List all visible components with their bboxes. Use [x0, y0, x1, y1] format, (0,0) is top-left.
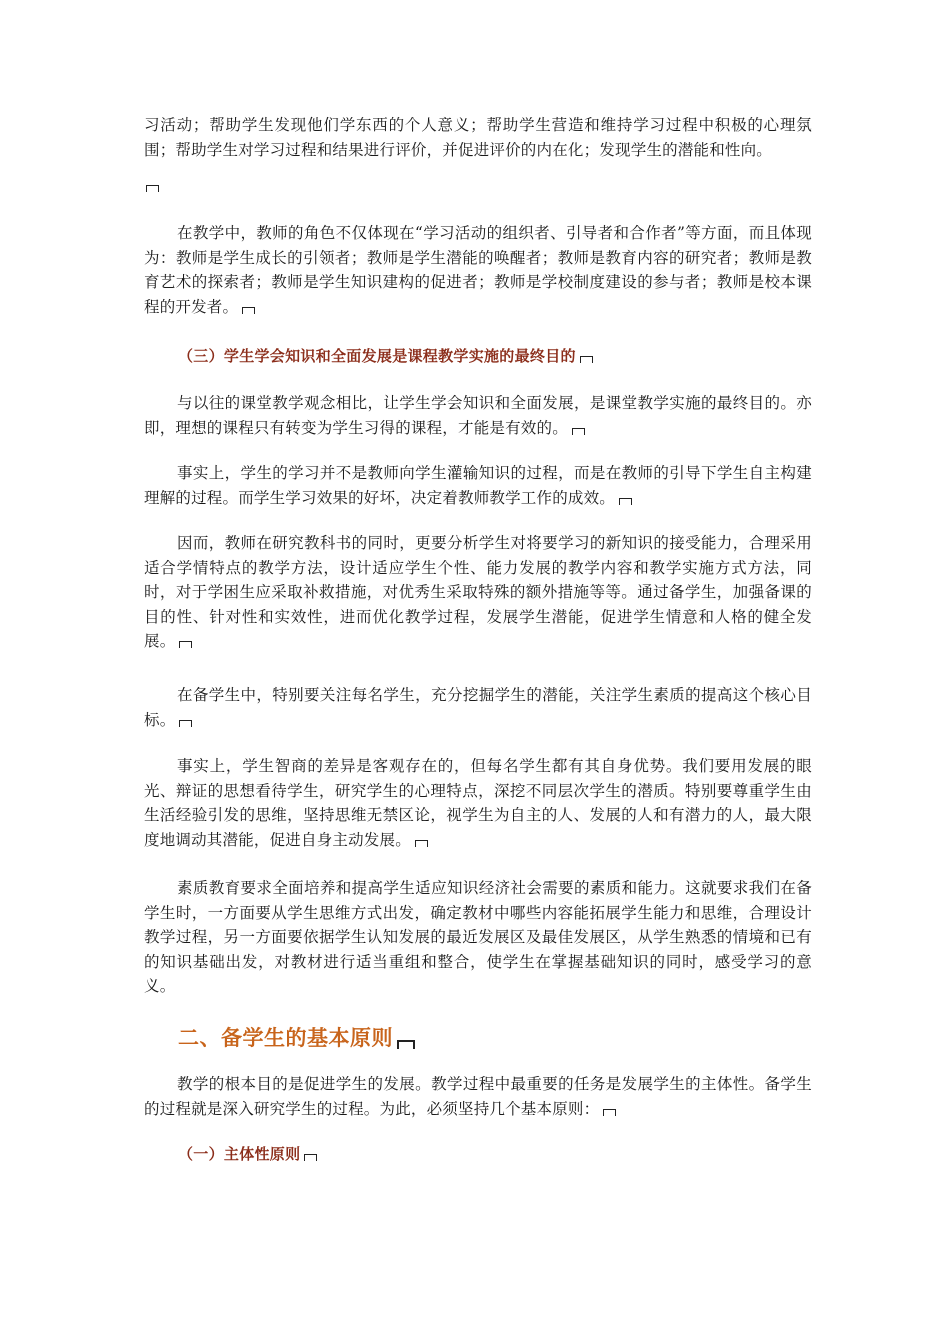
paragraph-mark-icon	[242, 307, 255, 314]
paragraph-mark-icon	[619, 498, 632, 505]
subheading-subjectivity	[178, 1143, 317, 1164]
paragraph-mark-icon	[146, 185, 159, 192]
paragraph-teaching-purpose	[144, 1072, 812, 1121]
paragraph-teacher-roles	[144, 221, 812, 319]
paragraph-learning-process	[144, 461, 812, 510]
paragraph-text: 与以往的课堂教学观念相比，让学生学会知识和全面发展，是课堂教学实施的最终目的。亦即，理想的课程只有转变为学生习得的课程，才能是有效的。	[144, 394, 812, 437]
paragraph-quality-education	[144, 876, 812, 999]
paragraph-mark-icon	[179, 720, 192, 727]
paragraph-text: 事实上，学生的学习并不是教师向学生灌输知识的过程，而是在教师的引导下学生自主构建理解的过程。而学生学习效果的好坏，决定着教师教学工作的成效。	[144, 464, 812, 507]
paragraph-text: 在备学生中，特别要关注每名学生，充分挖掘学生的潜能，关注学生素质的提高这个核心目标。	[144, 686, 812, 729]
paragraph-text: 素质教育要求全面培养和提高学生适应知识经济社会需要的素质和能力。这就要求我们在备学生时，一方面要从学生思维方式出发，确定教材中哪些内容能拓展学生能力和思维，合理设计教学过程，另一方面要依据学生认知发展的最近发展区及最佳发展区，从学生熟悉的情境和已有的知识基础出发，对教材进行适当重组和整合，使学生在掌握基础知识的同时，感受学习的意义。	[144, 879, 812, 996]
subheading-text: （一）主体性原则	[178, 1145, 301, 1163]
paragraph-final-goal	[144, 391, 812, 440]
heading-basic-principles	[178, 1022, 415, 1052]
paragraph-mark-icon	[397, 1040, 415, 1049]
paragraph-text: 事实上，学生智商的差异是客观存在的，但每名学生都有其自身优势。我们要用发展的眼光、辩证的思想看待学生，研究学生的心理特点，深挖不同层次学生的潜质。特别要尊重学生由生活经验引发的思维，坚持思维无禁区论，视学生为自主的人、发展的人和有潜力的人，最大限度地调动其潜能，促进自身主动发展。	[144, 757, 812, 849]
paragraph-mark-icon	[572, 428, 585, 435]
paragraph-text: 在教学中，教师的角色不仅体现在“学习活动的组织者、引导者和合作者”等方面，而且体现为：教师是学生成长的引领者；教师是学生潜能的唤醒者；教师是教育内容的研究者；教师是教育艺术的探索者；教师是学生知识建构的促进者；教师是学校制度建设的参与者；教师是校本课程的开发者。	[144, 224, 812, 316]
paragraph-text: 因而，教师在研究教科书的同时，更要分析学生对将要学习的新知识的接受能力，合理采用适合学情特点的教学方法，设计适应学生个性、能力发展的教学内容和教学实施方式方法，同时，对于学困生应采取补救措施，对优秀生采取特殊的额外措施等等。通过备学生，加强备课的目的性、针对性和实效性，进而优化教学过程，发展学生潜能，促进学生情意和人格的健全发展。	[144, 534, 812, 651]
paragraph-analyze-students	[144, 531, 812, 654]
paragraph-mark-icon	[603, 1109, 616, 1116]
paragraph-continued	[144, 113, 812, 162]
paragraph-mark-icon	[304, 1154, 317, 1161]
subheading-final-goal	[178, 345, 593, 366]
paragraph-mark-icon	[580, 356, 593, 363]
paragraph-mark-icon	[415, 840, 428, 847]
heading-text: 二、备学生的基本原则	[178, 1026, 393, 1050]
paragraph-mark-icon	[179, 641, 192, 648]
paragraph-text: 习活动；帮助学生发现他们学东西的个人意义；帮助学生营造和维持学习过程中积极的心理氛围；帮助学生对学习过程和结果进行评价，并促进评价的内在化；发现学生的潜能和性向。	[144, 116, 812, 159]
paragraph-text: 教学的根本目的是促进学生的发展。教学过程中最重要的任务是发展学生的主体性。备学生的过程就是深入研究学生的过程。为此，必须坚持几个基本原则：	[144, 1075, 812, 1118]
paragraph-student-potential	[144, 754, 812, 852]
subheading-text: （三）学生学会知识和全面发展是课程教学实施的最终目的	[178, 347, 576, 365]
paragraph-core-goal	[144, 683, 812, 732]
